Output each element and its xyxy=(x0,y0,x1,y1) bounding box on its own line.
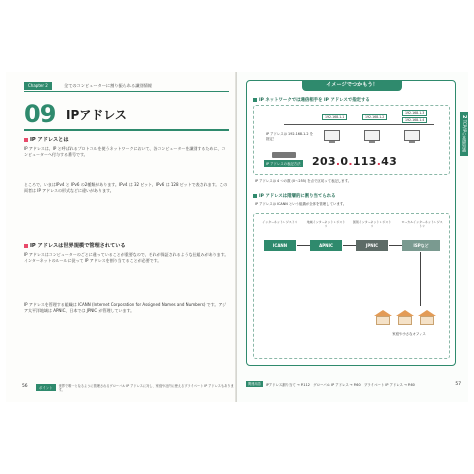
ip-chip: 192.168.1.2 xyxy=(362,114,387,120)
ip-explain: IP アドレスは 4 つの数 (0〜255) を点で区切って表記します。 xyxy=(255,179,352,183)
page-number-right: 57 xyxy=(455,381,461,387)
network-diagram xyxy=(253,105,450,175)
right-page xyxy=(237,72,468,402)
section-number: 09 xyxy=(24,100,56,128)
org-apnic: APNIC xyxy=(310,240,342,251)
house-icon xyxy=(418,310,436,326)
computer-icon xyxy=(324,130,340,141)
org-isp: ISPなど xyxy=(402,240,440,251)
heading-ip-address: IP アドレスとは xyxy=(24,136,69,143)
computer-icon xyxy=(404,130,420,141)
ip-address-example: 203.0.113.43 xyxy=(312,155,398,168)
box2-title: IP アドレスは階層的に割り当てられる xyxy=(253,193,336,199)
chapter-side-tab: 2 TCP/IPの基礎知識 xyxy=(460,112,468,156)
open-book xyxy=(6,72,468,402)
page-number-left: 56 xyxy=(22,384,28,389)
related-terms-tag: 関連用語 xyxy=(248,382,261,386)
lan-cable xyxy=(284,124,434,125)
left-page xyxy=(6,72,237,402)
hierarchy-diagram: インターネットレジストリ 地域インターネットレジストリ 国別インターネットレジストリ ローカルインターネットレジストリ ICANN APNIC JPNIC ISPなど 家庭や小さなオフィス xyxy=(253,213,450,359)
paragraph-2: ところで、いまはIPv4 と IPv6 の2種類があります。IPv4 は 32 ビット、IPv6 は 128 ビットで表されます。この両者は IP アドレスの形式などに違いがあります。 xyxy=(24,182,228,194)
house-icon xyxy=(374,310,392,326)
home-label: 家庭や小さなオフィス xyxy=(392,332,426,336)
box2-note: IP アドレスは ICANN という組織が全体を管理しています。 xyxy=(255,202,347,206)
heading-management: IP アドレスは世界規模で管理されている xyxy=(24,242,126,249)
paragraph-3: IP アドレスはコンピューターのごとに違っていることが重要なので、それが保証されるような仕組みがあります。インターネットのルールに従って IP アドレスを割り当てることが必要です。 xyxy=(24,252,229,264)
box1-title: IP ネットワークでは通信相手を IP アドレスで指定する xyxy=(253,97,370,103)
image-banner: イメージでつかもう！ xyxy=(302,80,402,91)
section-title: IPアドレス xyxy=(66,108,127,122)
illustration-frame xyxy=(246,80,456,366)
ip-chip: 192.168.1.4 xyxy=(402,117,427,123)
section-rule xyxy=(24,129,229,131)
computer-icon xyxy=(364,130,380,141)
footer-note: 世界で唯一となるように管理されるグローバル IP アドレスに対し、家庭や社内に使えるプライベート IP アドレスもあります。 xyxy=(58,384,234,393)
arrow-icon xyxy=(389,245,402,246)
house-icon xyxy=(396,310,414,326)
right-footer xyxy=(246,381,461,387)
connector-line xyxy=(420,252,421,306)
point-badge: ポイント xyxy=(36,384,56,391)
arrow-icon xyxy=(343,245,356,246)
paragraph-4: IP アドレスを管理する組織は ICANN (Internet Corporation for Assigned Names and Numbers) です。アジア太平洋地域は APNIC、日本では JPNIC が管理しています。 xyxy=(24,302,227,314)
ip-chip: 192.168.1.3 xyxy=(402,110,427,116)
chapter-tab: Chapter 2 xyxy=(24,82,52,90)
left-footer xyxy=(22,384,234,393)
org-icann: ICANN xyxy=(264,240,296,251)
header-rule xyxy=(24,91,229,92)
paragraph-1: IP アドレスは、IP と呼ばれるプロトコルを使うネットワークにおいて、各コンピューターを識別するために、コンピューターへ付与する番号です。 xyxy=(24,146,226,158)
ip-chip: 192.168.1.1 xyxy=(322,114,347,120)
ip-notation-tag: IP アドレスの表記方法 xyxy=(266,162,301,166)
chapter-title: 全てのコンピューターに割り振られる識別情報 xyxy=(64,83,152,88)
org-jpnic: JPNIC xyxy=(356,240,388,251)
related-terms-links: IPアドレス割り当て → P.112 グローバル IP アドレス → P.60 プライベート IP アドレス → P.60 xyxy=(265,382,415,387)
hub-icon xyxy=(272,152,296,158)
arrow-icon xyxy=(297,245,310,246)
box1-caption: IP アドレスは 192.168.1.2 を指定！ xyxy=(266,132,314,141)
